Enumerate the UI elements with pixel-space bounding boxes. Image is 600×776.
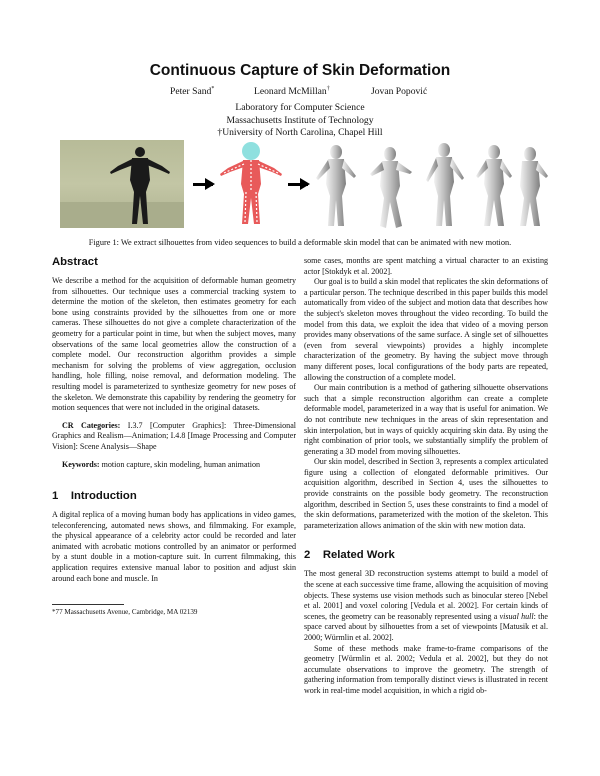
video-frame-photo — [60, 140, 184, 228]
paper-title: Continuous Capture of Skin Deformation — [149, 62, 451, 79]
related-work-paragraph-1 — [304, 569, 548, 643]
intro-continued-paragraph: some cases, months are spent matching a virtual character to an existing actor [Stokdyk et al. 2002]. — [304, 256, 548, 276]
keywords-label: Keywords: — [62, 459, 100, 469]
abstract-text: We describe a method for the acquisition of deformable human geometry from silhouettes. Our technique uses a commercial tracking system to determine the motion of the skeleton, then estimates geometry for each bone using constraints provided by the silhouettes from one or more cameras. These silhouettes do not give a complete characterization of the geometry for a particular point in time, but when the subject moves, many observations of the same local geometries allow the construction of a complete model. Our reconstruction algorithm provides a simple mechanism for solving the problems of view aggregation, occlusion handling, hole filling, noise removal, and deformation modeling. The resulting model is parameterized to synthesize geometry for new poses of the skeleton. We demonstrate this capability by rendering the geometry for motion sequences that were not included in the original datasets. — [52, 276, 296, 413]
affiliation-line: Laboratory for Computer Science — [235, 102, 365, 113]
author-mcmillan — [254, 86, 330, 97]
figure-1 — [60, 140, 550, 232]
footnote-rule — [52, 604, 124, 605]
related-work-paragraph-2: Some of these methods make frame-to-frame comparisons of the geometry [Würmlin et al. 2002; Vedula et al. 2002], but they do not accumulate observations to improve the geometry. The strength of gathering information from temporally distinct views is illustrated in recent work in real-time model acquisition, in which a rigid ob- — [304, 643, 548, 695]
visual-hull-term: visual hull — [499, 611, 534, 621]
skeleton-figure — [218, 140, 284, 228]
figure-caption: Figure 1: We extract silhouettes from video sequences to build a deformable skin model that can be animated with new motion. — [88, 238, 512, 247]
arrow-icon — [288, 183, 308, 186]
footnote: *77 Massachusetts Avenue, Cambridge, MA 02139 — [52, 608, 198, 617]
author-popovic — [371, 86, 427, 97]
related-work-text: : the space carved about by silhouettes from a set of viewpoints [Matusik et al. 2000; Würmlin et al. 2002]. — [304, 611, 549, 642]
actor-silhouette-image — [60, 140, 184, 228]
introduction-heading: 1 Introduction — [52, 490, 137, 503]
related-work-heading: 2 Related Work — [304, 549, 395, 562]
affiliation-line: †University of North Carolina, Chapel Hill — [217, 127, 383, 138]
cr-label: CR Categories: — [62, 420, 121, 430]
cr-categories — [52, 421, 296, 453]
cr-text: I.3.7 [Computer Graphics]: Three-Dimensional Graphics and Realism—Animation; I.4.8 [Image Processing and Computer Vision]: Scene Analysis—Shape — [52, 420, 297, 451]
keywords-text: motion capture, skin modeling, human animation — [101, 459, 261, 469]
author-mark: * — [211, 86, 215, 92]
contribution-paragraph: Our main contribution is a method of gathering silhouette observations such that a simple reconstruction algorithm can create a complete deformable model, parameterized in a way that is useful for animation. We do not contribute new techniques in the areas of skin representation and skin interpolation, but in ways of quickly acquiring skin data. By using the right combination of prior tools, we substantially simplify the problem of generating a 3D model from moving silhouettes. — [304, 383, 548, 456]
left-column — [52, 256, 296, 616]
author-list — [0, 86, 600, 100]
affiliations — [0, 102, 600, 140]
model-paragraph: Our skin model, described in Section 3, represents a complex articulated figure using a collection of elongated deformable primitives. Our acquisition algorithm, described in Section 4, uses the silhouettes to provide constraints on the possible body geometry. The reconstruction algorithm, described in Section 5, uses these constraints to find a model of the skin deformations, parameterized with the motion of the skeleton. This parameterization allows animation of the skin with new motion data. — [304, 457, 548, 530]
goal-paragraph: Our goal is to build a skin model that replicates the skin deformations of a particular person. The technique described in this paper builds this model automatically from video of the subject and motion data that describes how the subject's skeleton moves throughout the video recording. To build the model from this data, we exploit the idea that video of a moving person provides many observations of the same surface. A single set of silhouettes (even from several viewpoints) provides a highly incomplete characterization of the geometry. By having the subject move through many different poses, local configurations of the body parts are repeated, allowing the construction of a complete model. — [304, 277, 548, 382]
author-name: Leonard McMillan — [254, 86, 327, 98]
skin-model-sequence — [312, 140, 550, 232]
affiliation-line: Massachusetts Institute of Technology — [226, 114, 374, 126]
author-name: Jovan Popović — [371, 86, 428, 97]
related-work-text: The most general 3D reconstruction systems attempt to build a model of the scene at each successive time frame, allowing the acquisition of moving objects. These systems use vision methods such as binocular stereo [Nebel et al. 2001] and voxel coloring [Vedula et al. 2002]. For certain kinds of scenes, the geometry can be reasonably represented using a — [304, 569, 549, 621]
arrow-icon — [193, 183, 213, 186]
author-sand — [170, 86, 214, 97]
abstract-heading: Abstract — [52, 256, 98, 268]
author-mark: † — [326, 86, 330, 92]
keywords — [52, 460, 296, 471]
author-name: Peter Sand — [170, 86, 212, 98]
right-column — [304, 256, 548, 697]
introduction-paragraph: A digital replica of a moving human body has applications in video games, teleconferencing, automated news shows, and filmmaking. For example, the physical appearance of a celebrity actor could be recorded and later animated with acrobatic motions controlled by an animator or performed by a stunt double in a motion-capture suit. In current filmmaking, this application requires extensive manual labor to position and adjust skin around each bone and muscle. In — [52, 510, 296, 583]
